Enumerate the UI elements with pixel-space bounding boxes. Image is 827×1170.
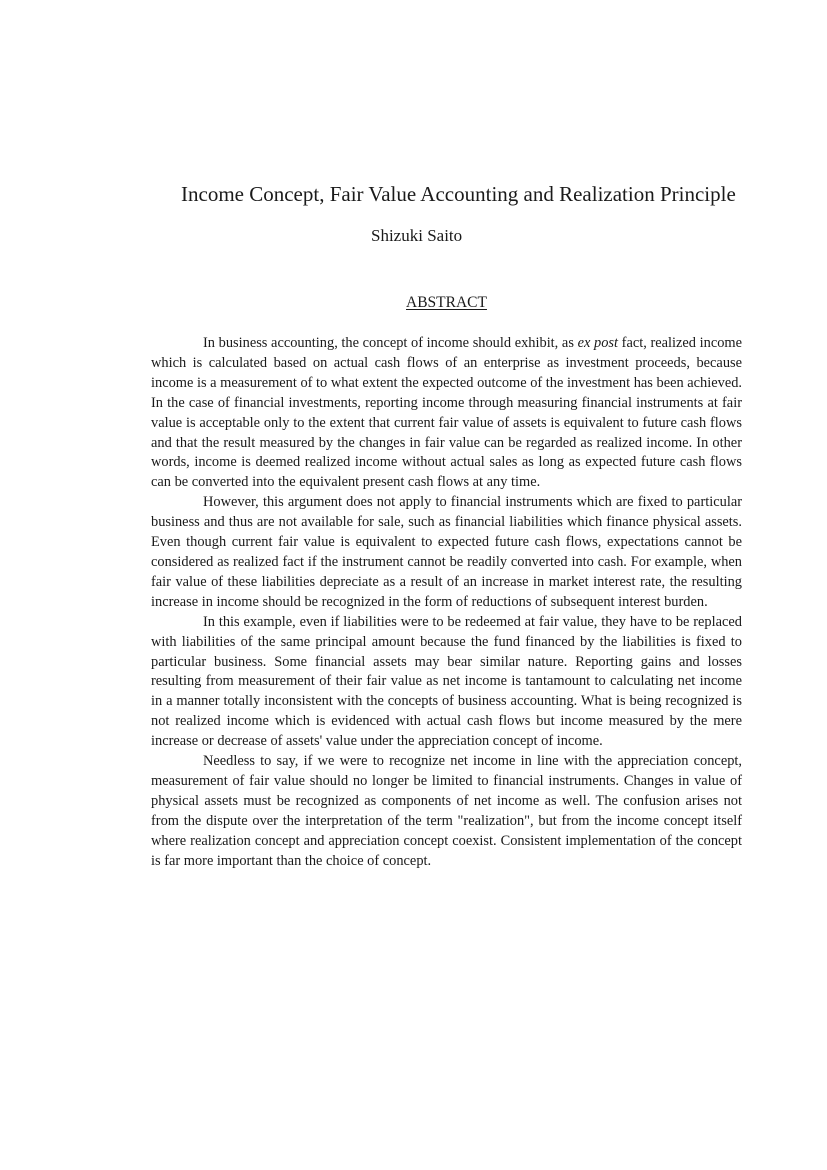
abstract-paragraph-3: In this example, even if liabilities were to be redeemed at fair value, they have to be replaced with liabilities of the same principal amount because the fund financed by the liabilities is fixed to particular business. Some financial assets may bear similar nature. Reporting gains and losses resulting from measurement of their fair value as net income is tantamount to calculating net income in a manner totally inconsistent with the concepts of business accounting. What is being recognized is not realized income which is evidenced with actual cash flows but income measured by the mere increase or decrease of assets' value under the appreciation concept of income. bbox=[151, 613, 742, 750]
paragraph-1-lead: In business accounting, the concept of income should exhibit, as bbox=[203, 335, 578, 351]
abstract-paragraph-1 bbox=[151, 334, 742, 493]
abstract-paragraph-2: However, this argument does not apply to financial instruments which are fixed to particular business and thus are not available for sale, such as financial liabilities which finance physical assets. Even though current fair value is equivalent to expected future cash flows, expectations cannot be considered as realized fact if the instrument cannot be readily converted into cash. For example, when fair value of these liabilities depreciate as a result of an increase in market interest rate, the resulting increase in income should be recognized in the form of reductions of subsequent interest burden. bbox=[151, 494, 742, 610]
paper-title-text: Income Concept, Fair Value Accounting and Realization Principle bbox=[181, 182, 736, 206]
paragraph-1-rest: fact, realized income which is calculated based on actual cash flows of an enterprise as investment proceeds, because income is a measurement of to what extent the expected outcome of the investment has been achieved. In the case of financial investments, reporting income through measuring financial instruments at fair value is acceptable only to the extent that current fair value of assets is equivalent to future cash flows and that the result measured by the changes in fair value can be regarded as realized income. In other words, income is deemed realized income without actual sales as long as expected future cash flows can be converted into the equivalent present cash flows at any time. bbox=[151, 335, 742, 491]
paper-title bbox=[0, 182, 827, 207]
paragraph-1-emphasis: ex post bbox=[577, 335, 618, 351]
abstract-body bbox=[151, 334, 742, 871]
author-name: Shizuki Saito bbox=[371, 226, 463, 245]
abstract-paragraph-4: Needless to say, if we were to recognize net income in line with the appreciation concept, measurement of fair value should no longer be limited to financial instruments. Changes in value of physical assets must be recognized as components of net income as well. The confusion arises not from the dispute over the interpretation of the term "realization", but from the income concept itself where realization concept and appreciation concept coexist. Consistent implementation of the concept is far more important than the choice of concept. bbox=[151, 753, 742, 869]
abstract-heading: ABSTRACT bbox=[406, 294, 487, 311]
